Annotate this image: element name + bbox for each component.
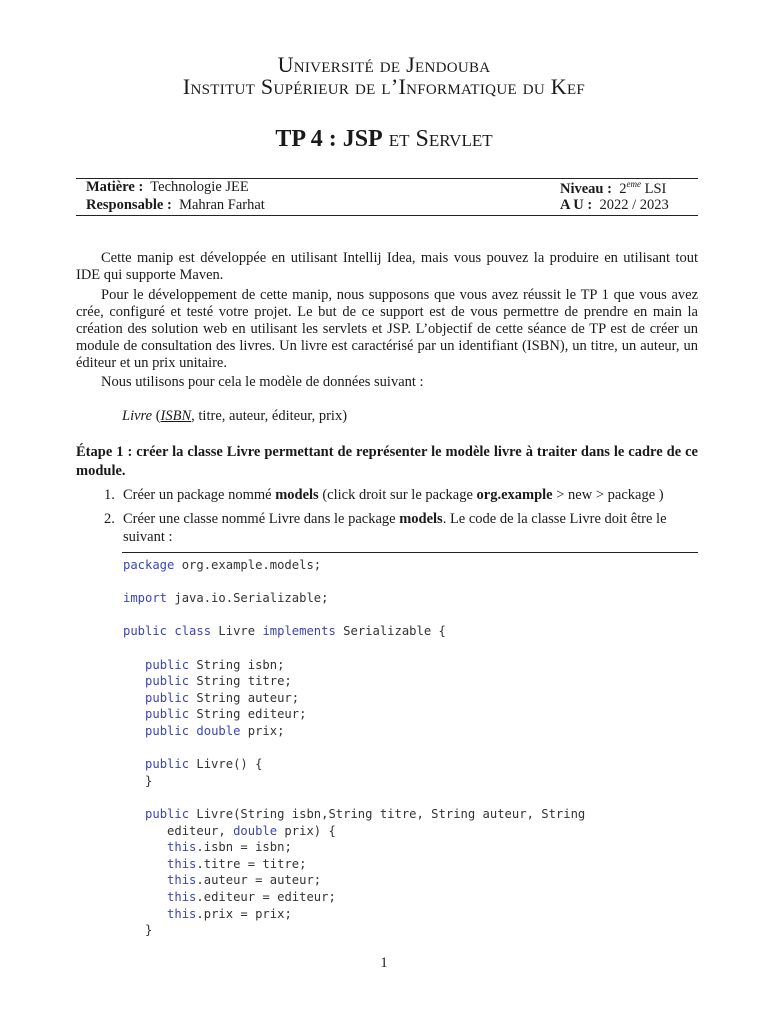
subject-label: Matière : bbox=[86, 179, 144, 195]
paragraph-context bbox=[76, 287, 698, 372]
code-text: String auteur; bbox=[189, 690, 300, 705]
formula-key: ISBN bbox=[160, 408, 192, 424]
code-keyword: double bbox=[233, 823, 278, 838]
code-line bbox=[123, 872, 321, 888]
code-text bbox=[123, 757, 145, 771]
list-item-number: 2. bbox=[104, 511, 115, 527]
code-text bbox=[123, 807, 145, 821]
code-text bbox=[123, 658, 145, 672]
responsible-label: Responsable : bbox=[86, 197, 172, 213]
code-text bbox=[123, 707, 145, 721]
code-keyword: import bbox=[123, 591, 168, 606]
info-row-subject bbox=[86, 179, 688, 197]
code-text bbox=[123, 890, 167, 904]
code-line bbox=[123, 706, 306, 722]
year-label: A U : bbox=[560, 197, 593, 213]
institute-name: Institut Supérieur de l’Informatique du Kef bbox=[182, 74, 586, 99]
code-line bbox=[123, 906, 292, 922]
code-keyword: public bbox=[145, 657, 190, 672]
paragraph-intro-text: Cette manip est développée en utilisant Intellij Idea, mais vous pouvez la produire en utilisant tout IDE qui supporte Maven. bbox=[76, 250, 698, 283]
code-keyword: this bbox=[167, 856, 197, 871]
formula-entity: Livre bbox=[122, 408, 153, 424]
code-line bbox=[123, 839, 292, 855]
code-text: editeur, bbox=[123, 823, 234, 838]
formula-rest: , titre, auteur, éditeur, prix) bbox=[191, 408, 348, 424]
code-text: } bbox=[123, 773, 153, 788]
code-line bbox=[123, 922, 152, 938]
code-keyword: double bbox=[196, 724, 241, 738]
university-name: Université de Jendouba bbox=[277, 52, 491, 77]
code-text: .auteur = auteur; bbox=[196, 873, 322, 888]
code-line bbox=[123, 623, 446, 639]
formula-open: ( bbox=[152, 408, 161, 424]
level-value-rest: LSI bbox=[644, 181, 667, 197]
code-keyword: this bbox=[167, 890, 197, 904]
code-text: String isbn; bbox=[189, 657, 285, 672]
code-line bbox=[123, 889, 336, 905]
tp-title bbox=[0, 126, 768, 153]
code-text: org.example.models; bbox=[174, 558, 322, 572]
page-number: 1 bbox=[380, 955, 388, 971]
code-text: String titre; bbox=[189, 674, 292, 689]
code-text: Livre(String isbn,String titre, String auteur, String bbox=[189, 807, 586, 821]
code-text bbox=[123, 724, 145, 738]
responsible-value: Mahran Farhat bbox=[179, 197, 265, 213]
code-text bbox=[123, 840, 167, 854]
code-line bbox=[123, 590, 328, 606]
paragraph-context-text: Pour le développement de cette manip, nous supposons que vous avez réussit le TP 1 que vous avez crée, configuré et testé votre projet. Le but de ce support est de vous permettre de prendre en main la création des solution web en utilisant les servlets et JSP. L’objectif de cette séance de TP est de créer un module de consultation des livres. Un livre est caractérisé par un identifiant (ISBN), un titre, un auteur, un éditeur et un prix unitaire. bbox=[76, 287, 698, 371]
code-text: .editeur = editeur; bbox=[196, 890, 336, 904]
tp-title-main: TP 4 : JSP bbox=[275, 126, 383, 152]
code-text: .titre = titre; bbox=[196, 856, 307, 871]
code-line bbox=[123, 823, 336, 839]
code-line bbox=[123, 856, 306, 872]
tp-title-suffix: et Servlet bbox=[388, 126, 493, 152]
code-text bbox=[123, 691, 145, 705]
code-line bbox=[123, 557, 321, 573]
code-text: java.io.Serializable; bbox=[167, 591, 329, 606]
list-item-number: 1. bbox=[104, 487, 115, 503]
code-keyword: this bbox=[167, 873, 197, 888]
info-bottom-rule bbox=[76, 215, 698, 216]
info-row-responsible bbox=[86, 197, 688, 215]
code-keyword: public bbox=[145, 724, 190, 738]
year-value: 2022 / 2023 bbox=[599, 197, 669, 213]
code-line bbox=[123, 806, 585, 822]
code-text: } bbox=[123, 923, 153, 938]
code-keyword: implements bbox=[262, 624, 336, 639]
code-text bbox=[123, 873, 167, 887]
code-text: String editeur; bbox=[189, 707, 307, 722]
code-keyword: public bbox=[145, 807, 190, 821]
list-item-text: Créer une classe nommé Livre dans le package models. Le code de la classe Livre doit être le suivant : bbox=[123, 511, 667, 545]
code-text: Livre bbox=[211, 624, 263, 639]
data-model-formula bbox=[122, 408, 347, 425]
code-text: Serializable { bbox=[335, 624, 446, 639]
level-value-num: 2 bbox=[619, 181, 627, 197]
code-block-rule bbox=[122, 552, 698, 553]
code-keyword: public bbox=[123, 624, 168, 639]
code-line bbox=[123, 690, 299, 706]
code-keyword: this bbox=[167, 906, 197, 921]
list-item-text: Créer un package nommé models (click droit sur le package org.example > new > package ) bbox=[123, 487, 664, 503]
code-text bbox=[123, 857, 167, 871]
paragraph-intro bbox=[76, 250, 698, 284]
code-line bbox=[123, 657, 284, 673]
code-keyword: public bbox=[145, 690, 190, 705]
code-line bbox=[123, 756, 262, 772]
code-line bbox=[123, 773, 152, 789]
code-keyword: this bbox=[167, 840, 197, 855]
step-1-heading: Étape 1 : créer la classe Livre permettant de représenter le modèle livre à traiter dans le cadre de ce module. bbox=[76, 444, 698, 479]
code-line bbox=[123, 673, 292, 689]
level-label: Niveau : bbox=[560, 181, 612, 197]
code-text: .isbn = isbn; bbox=[196, 840, 292, 855]
code-text: .prix = prix; bbox=[196, 906, 292, 921]
code-line bbox=[123, 723, 284, 739]
code-text bbox=[123, 674, 145, 688]
code-text: Livre() { bbox=[189, 757, 263, 772]
code-text: prix; bbox=[240, 724, 285, 738]
code-keyword: public bbox=[145, 674, 190, 689]
code-keyword: package bbox=[123, 558, 175, 572]
paragraph-model bbox=[76, 374, 698, 391]
code-keyword: class bbox=[174, 624, 212, 639]
subject-value: Technologie JEE bbox=[150, 179, 249, 195]
code-text bbox=[123, 907, 167, 921]
code-keyword: public bbox=[145, 707, 190, 722]
paragraph-model-text: Nous utilisons pour cela le modèle de données suivant : bbox=[101, 374, 424, 390]
code-keyword: public bbox=[145, 757, 190, 772]
level-value-sup: eme bbox=[626, 179, 641, 189]
code-text: prix) { bbox=[277, 823, 336, 838]
